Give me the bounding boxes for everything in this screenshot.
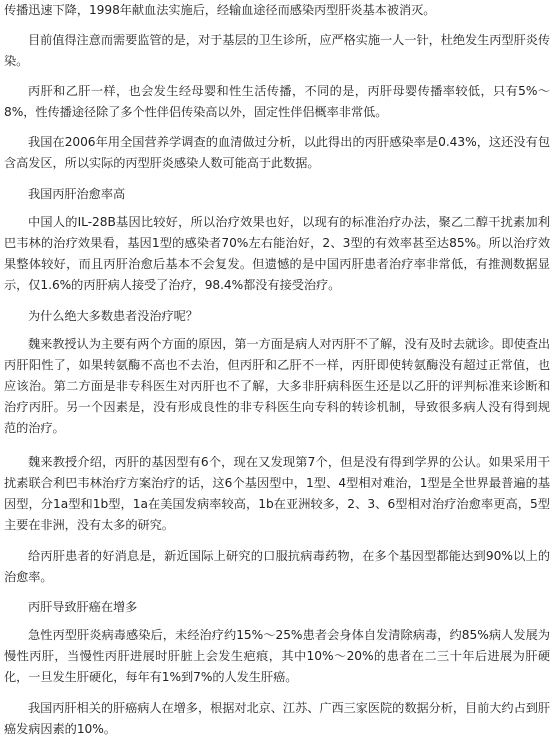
section-heading: 我国丙肝治愈率高 xyxy=(28,187,126,201)
article-paragraph: 魏来教授介绍，丙肝的基因型有6个，现在又发现第7个，但是没有得到学界的公认。如果采用干扰素联合利巴韦林治疗方案治疗的话，这6个基因型中，1型、4型相对难治，1型是全世界最普遍的基因型，分1a型和1b型，1a在美国发病率较高，1b在亚洲较多，2、3、6型相对治疗治愈率更高，5型主要在非洲，没有太多的研究。 xyxy=(4,455,550,532)
article-paragraph: 我国丙肝相关的肝癌病人在增多，根据对北京、江苏、广西三家医院的数据分析，目前大约占到肝癌发病因素的10%。 xyxy=(4,701,550,736)
section-heading: 丙肝导致肝癌在增多 xyxy=(28,600,138,614)
article-paragraph: 传播迅速下降，1998年献血法实施后，经输血途径而感染丙型肝炎基本被消灭。 xyxy=(4,3,436,17)
article-paragraph: 丙肝和乙肝一样，也会发生经母婴和性生活传播，不同的是，丙肝母婴传播率较低，只有5%～8%，性传播途径除了多个性伴侣传染高以外，固定性伴侣概率非常低。 xyxy=(4,84,550,119)
article-paragraph: 给丙肝患者的好消息是，新近国际上研究的口服抗病毒药物，在多个基因型都能达到90%以上的治愈率。 xyxy=(4,549,550,584)
article-paragraph: 魏来教授认为主要有两个方面的原因，第一方面是病人对丙肝不了解，没有及时去就诊。即使查出丙肝阳性了，如果转氨酶不高也不去治，但丙肝和乙肝不一样，丙肝即使转氨酶没有超过正常值，也应该治。第二方面是非专科医生对丙肝也不了解，大多非肝病科医生还是以乙肝的评判标准来诊断和治疗丙肝。另一个因素是，没有形成良性的非专科医生向专科的转诊机制，导致很多病人没有得到规范的治疗。 xyxy=(4,337,550,435)
article-paragraph: 我国在2006年用全国营养学调查的血清做过分析，以此得出的丙肝感染率是0.43%，这还没有包含高发区，所以实际的丙型肝炎感染人数可能高于此数据。 xyxy=(4,135,550,170)
article-paragraph: 目前值得注意而需要监管的是，对于基层的卫生诊所，应严格实施一人一针，杜绝发生丙型肝炎传染。 xyxy=(4,33,550,68)
article-paragraph: 中国人的IL-28B基因比较好，所以治疗效果也好，以现有的标准治疗办法，聚乙二醇干扰素加利巴韦林的治疗效果看，基因1型的感染者70%左右能治好，2、3型的有效率甚至达85%。所以治疗效果整体较好，而且丙肝治愈后基本不会复发。但遗憾的是中国丙肝患者治疗率非常低，有推测数据显示，仅1.6%的丙肝病人接受了治疗，98.4%都没有接受治疗。 xyxy=(4,215,550,292)
section-heading: 为什么绝大多数患者没治疗呢？ xyxy=(28,309,198,323)
article-paragraph: 急性丙型肝炎病毒感染后，未经治疗约15%～25%患者会身体自发清除病毒，约85%病人发展为慢性丙肝，当慢性丙肝进展时肝脏上会发生疤痕，其中10%～20%的患者在二三十年后进展为肝硬化，一旦发生肝硬化，每年有1%到7%的人发生肝癌。 xyxy=(4,628,550,684)
